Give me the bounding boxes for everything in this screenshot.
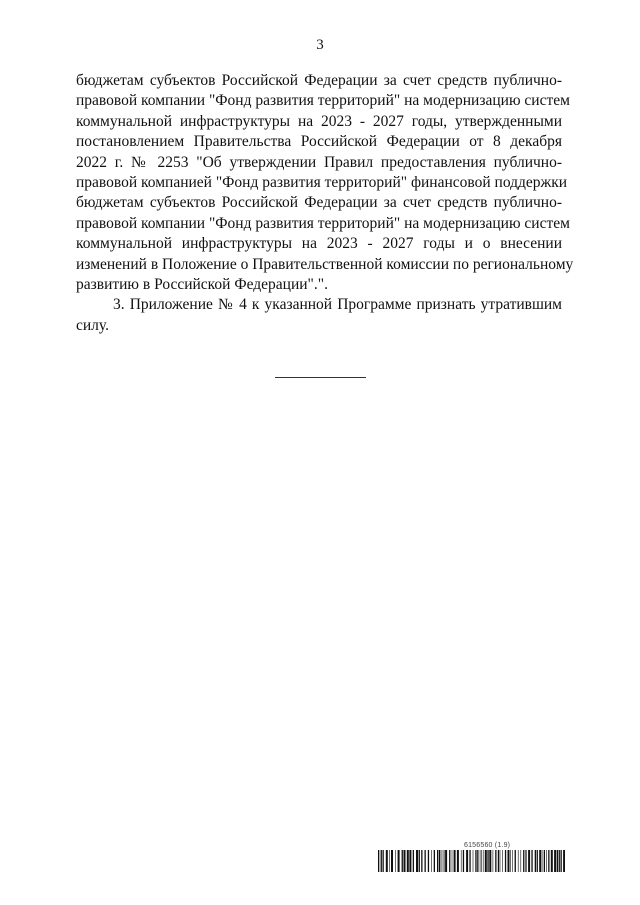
text-line: постановлением Правительства Российской Федерации от 8 декабря [76,133,562,151]
text-line: бюджетам субъектов Российской Федерации за счет средств публично- [76,194,562,212]
text-line: развитию в Российской Федерации".". [76,275,328,293]
text-line: правовой компанией "Фонд развития территорий" финансовой поддержки [76,173,568,191]
document-body [76,71,574,336]
text-line: бюджетам субъектов Российской Федерации за счет средств публично- [76,72,562,89]
text-line: правовой компании "Фонд развития территорий" на модернизацию систем [76,92,570,110]
text-line: коммунальной инфраструктуры на 2023 - 2027 годы и о внесении [76,235,562,253]
page-number: 3 [316,37,324,53]
text-line: 2022 г. № 2253 "Об утверждении Правил предоставления публично- [76,153,562,171]
text-line: изменений в Положение о Правительственной комиссии по региональному [76,255,574,273]
end-divider [275,377,366,378]
text-line: правовой компании "Фонд развития территорий" на модернизацию систем [76,214,570,232]
text-line: коммунальной инфраструктуры на 2023 - 2027 годы, утвержденными [76,112,562,130]
barcode-graphic [378,850,565,872]
paragraph-item-3: 3. Приложение № 4 к указанной Программе признать утратившим [113,296,562,314]
text-line: силу. [76,316,109,334]
document-code: 6156560 (1.9) [464,842,511,849]
